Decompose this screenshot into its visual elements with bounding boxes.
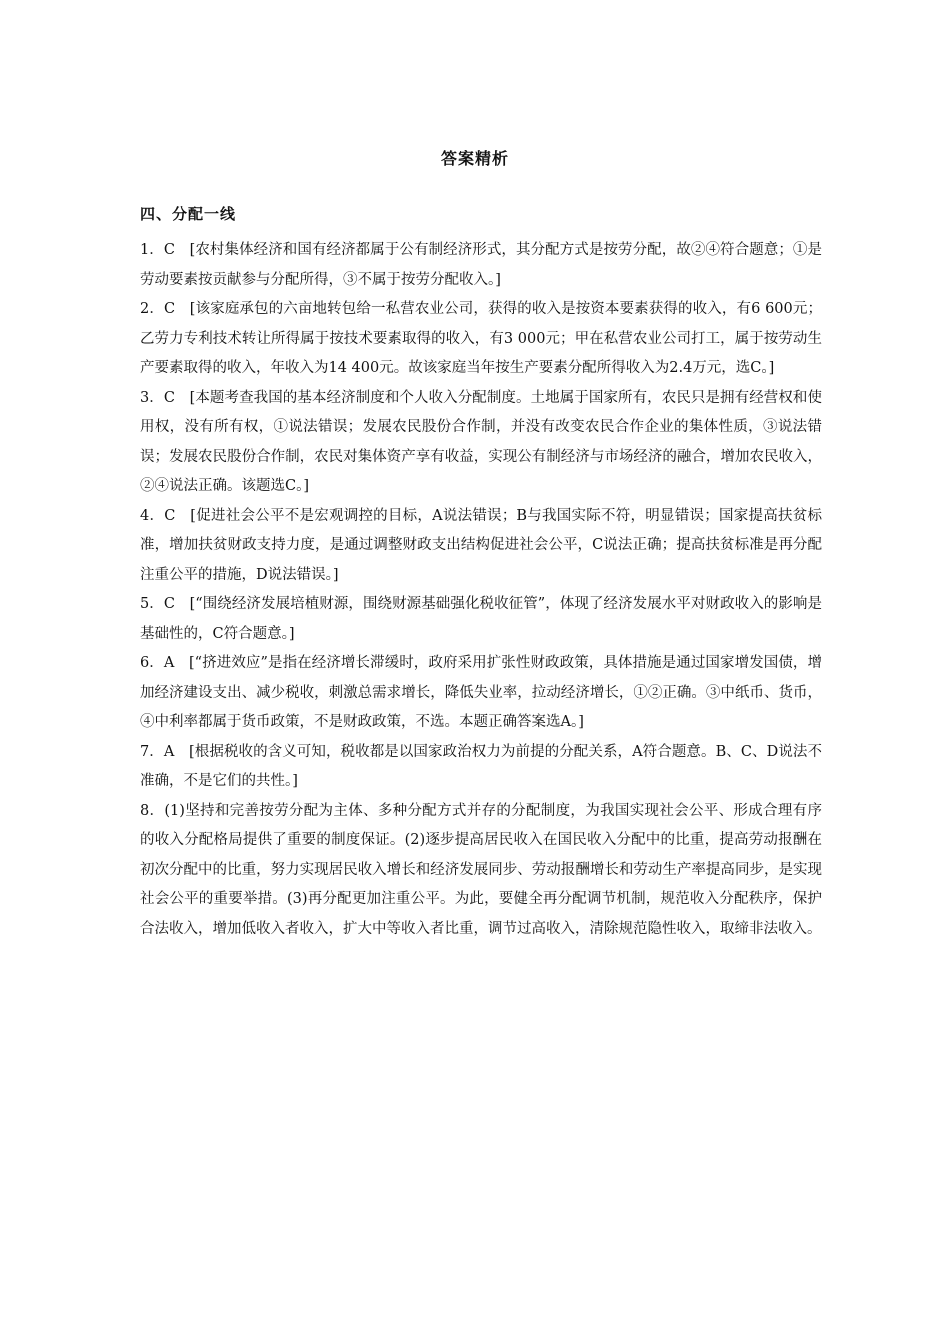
section-heading: 四、分配一线 bbox=[140, 205, 237, 223]
answer-3: 3．C [本题考查我国的基本经济制度和个人收入分配制度。土地属于国家所有，农民只是拥有经营权和使用权，没有所有权，①说法错误；发展农民股份合作制，并没有改变农民合作企业的集体性质，③说法错误；发展农民股份合作制，农民对集体资产享有收益，实现公有制经济与市场经济的融合，增加农民收入，②④说法正确。该题选C。] bbox=[140, 389, 822, 494]
answer-6: 6．A [“挤进效应”是指在经济增长滞缓时，政府采用扩张性财政政策，具体措施是通过国家增发国债，增加经济建设支出、减少税收，刺激总需求增长，降低失业率，拉动经济增长，①②正确。③中纸币、货币，④中利率都属于货币政策，不是财政政策，不选。本题正确答案选A。] bbox=[140, 655, 822, 730]
answer-2: 2．C [该家庭承包的六亩地转包给一私营农业公司，获得的收入是按资本要素获得的收入，有6 600元；乙劳力专利技术转让所得属于按技术要素取得的收入，有3 000元；甲在私营农业公司打工，属于按劳动生产要素取得的收入，年收入为14 400元。故该家庭当年按生产要素分配所得收入为2.4万元，选C。] bbox=[140, 301, 822, 376]
answer-list bbox=[140, 236, 822, 944]
answer-7: 7．A [根据税收的含义可知，税收都是以国家政治权力为前提的分配关系，A符合题意。B、C、D说法不准确，不是它们的共性。] bbox=[140, 743, 822, 789]
page-title: 答案精析 bbox=[440, 149, 509, 168]
answer-8: 8．(1)坚持和完善按劳分配为主体、多种分配方式并存的分配制度，为我国实现社会公平、形成合理有序的收入分配格局提供了重要的制度保证。(2)逐步提高居民收入在国民收入分配中的比重，提高劳动报酬在初次分配中的比重，努力实现居民收入增长和经济发展同步、劳动报酬增长和劳动生产率提高同步，是实现社会公平的重要举措。(3)再分配更加注重公平。为此，要健全再分配调节机制，规范收入分配秩序，保护合法收入，增加低收入者收入，扩大中等收入者比重，调节过高收入，清除规范隐性收入，取缔非法收入。 bbox=[140, 802, 822, 937]
answer-4: 4．C [促进社会公平不是宏观调控的目标，A说法错误；B与我国实际不符，明显错误；国家提高扶贫标准，增加扶贫财政支持力度，是通过调整财政支出结构促进社会公平，C说法正确；提高扶贫标准是再分配注重公平的措施，D说法错误。] bbox=[140, 507, 822, 583]
answer-1: 1．C [农村集体经济和国有经济都属于公有制经济形式，其分配方式是按劳分配，故②④符合题意；①是劳动要素按贡献参与分配所得，③不属于按劳分配收入。] bbox=[140, 242, 822, 288]
answer-5: 5．C [“围绕经济发展培植财源，围绕财源基础强化税收征管”，体现了经济发展水平对财政收入的影响是基础性的，C符合题意。] bbox=[140, 596, 822, 642]
